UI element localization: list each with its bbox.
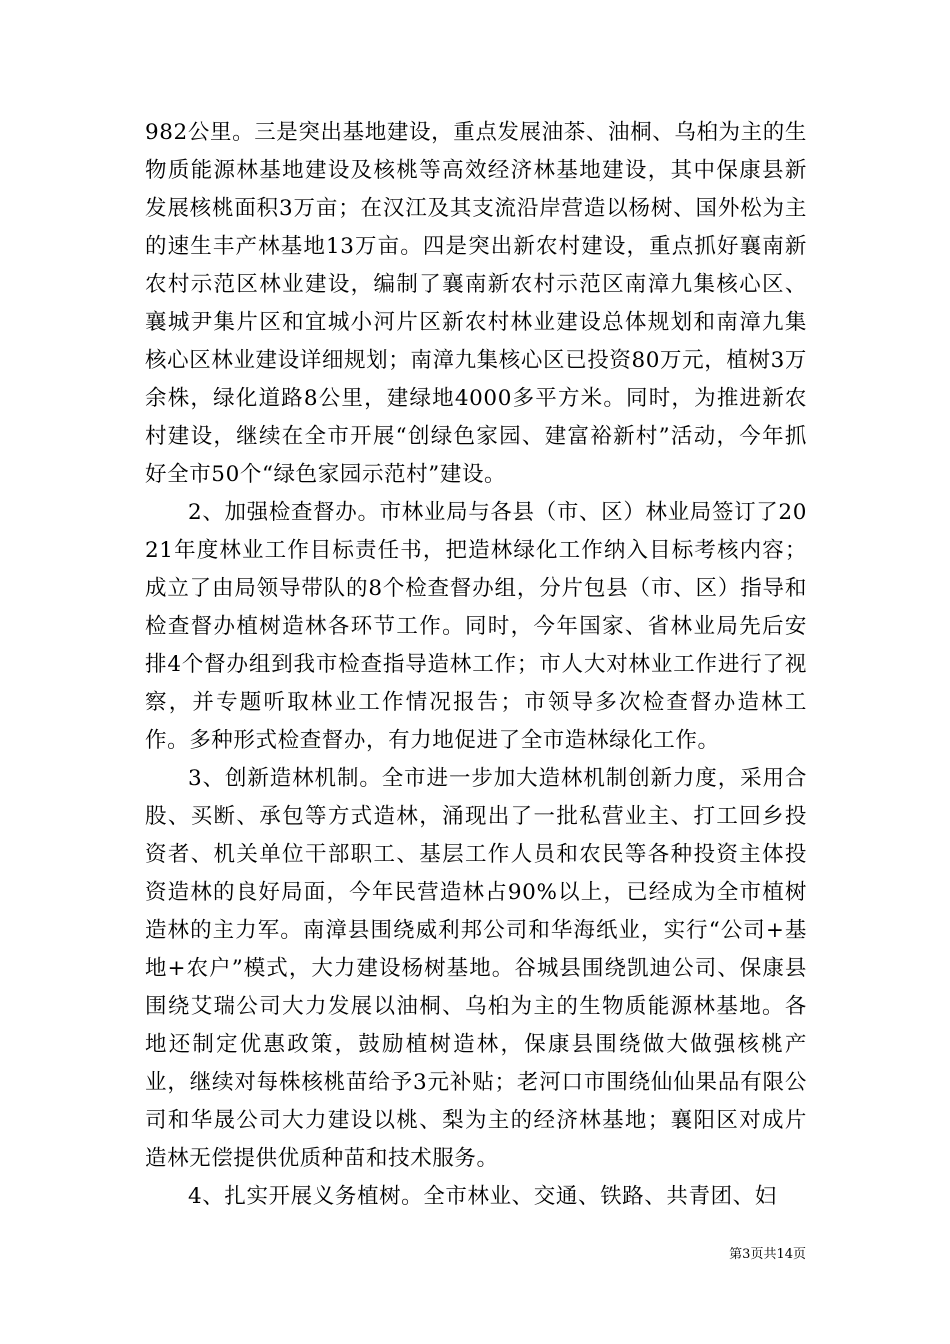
paragraph-voluntary-planting: 4、扎实开展义务植树。全市林业、交通、铁路、共青团、妇 (188, 1184, 777, 1209)
document-body (145, 114, 807, 1216)
page-number: 第3页共14页 (729, 1247, 806, 1262)
paragraph-mechanism: 3、创新造林机制。全市进一步加大造林机制创新力度，采用合股、买断、承包等方式造林，涌现出了一批私营业主、打工回乡投资者、机关单位干部职工、基层工作人员和农民等各种投资主体投资造林的良好局面，今年民营造林占90%以上，已经成为全市植树造林的主力军。南漳县围绕威利邦公司和华海纸业，实行“公司+基地+农户”模式，大力建设杨树基地。谷城县围绕凯迪公司、保康县围绕艾瑞公司大力发展以油桐、乌桕为主的生物质能源林基地。各地还制定优惠政策，鼓励植树造林，保康县围绕做大做强核桃产业，继续对每株核桃苗给予3元补贴；老河口市围绕仙仙果品有限公司和华晟公司大力建设以桃、梨为主的经济林基地；襄阳区对成片造林无偿提供优质种苗和技术服务。 (145, 766, 807, 1171)
paragraph-continued: 982公里。三是突出基地建设，重点发展油茶、油桐、乌桕为主的生物质能源林基地建设及核桃等高效经济林基地建设，其中保康县新发展核桃面积3万亩；在汉江及其支流沿岸营造以杨树、国外松为主的速生丰产林基地13万亩。四是突出新农村建设，重点抓好襄南新农村示范区林业建设，编制了襄南新农村示范区南漳九集核心区、襄城尹集片区和宜城小河片区新农村林业建设总体规划和南漳九集核心区林业建设详细规划；南漳九集核心区已投资80万元，植树3万余株，绿化道路8公里，建绿地4000多平方米。同时，为推进新农村建设，继续在全市开展“创绿色家园、建富裕新村”活动，今年抓好全市50个“绿色家园示范村”建设。 (145, 120, 807, 487)
paragraph-inspection: 2、加强检查督办。市林业局与各县（市、区）林业局签订了2021年度林业工作目标责任书，把造林绿化工作纳入目标考核内容；成立了由局领导带队的8个检查督办组，分片包县（市、区）指导和检查督办植树造林各环节工作。同时，今年国家、省林业局先后安排4个督办组到我市检查指导造林工作；市人大对林业工作进行了视察，并专题听取林业工作情况报告；市领导多次检查督办造林工作。多种形式检查督办，有力地促进了全市造林绿化工作。 (145, 500, 807, 753)
